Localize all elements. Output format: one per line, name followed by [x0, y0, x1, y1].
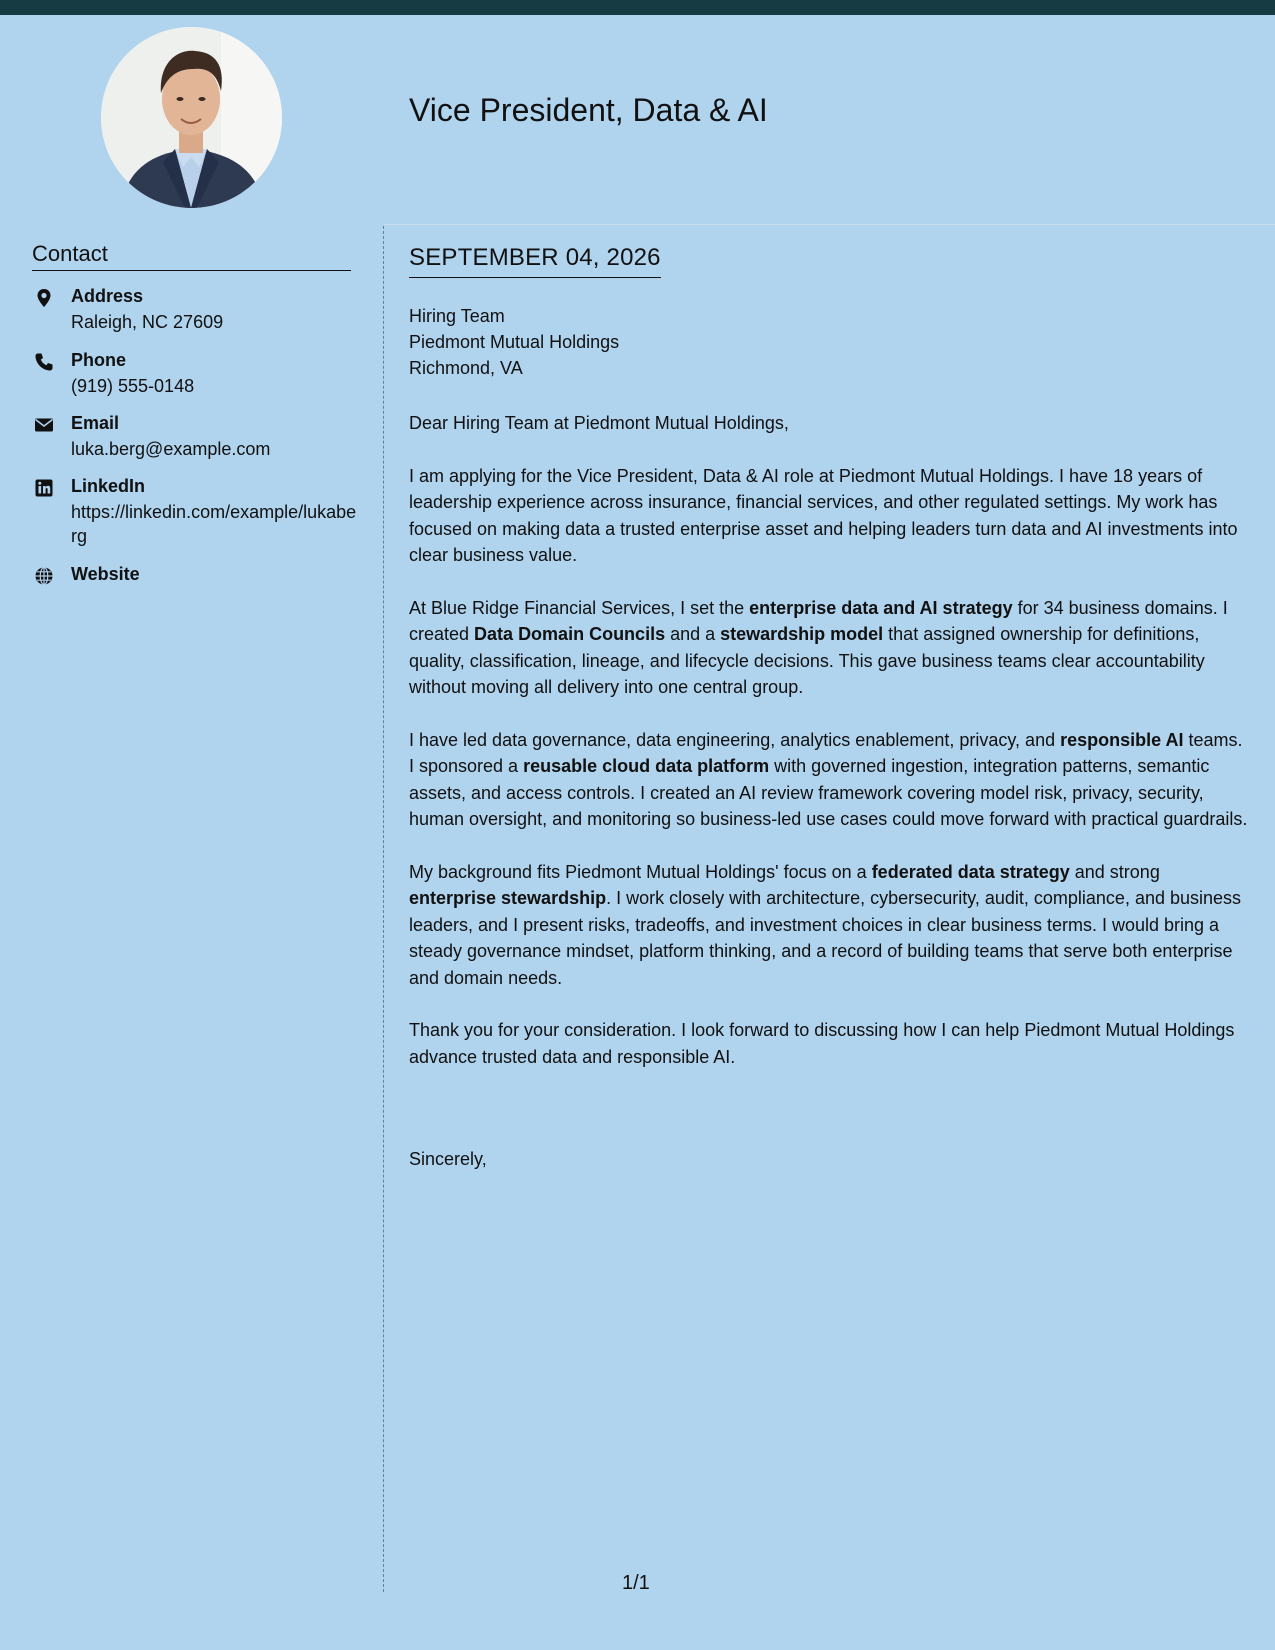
linkedin-icon — [34, 478, 54, 498]
letter-closing: Sincerely, — [409, 1149, 487, 1169]
linkedin-value[interactable]: https://linkedin.com/example/lukaberg — [71, 502, 357, 546]
paragraph-text: Thank you for your consideration. I look forward to discussing how I can help Piedmont Mutual Holdings advance trusted data and responsible AI. — [409, 1020, 1235, 1067]
contact-label[interactable]: Website — [71, 564, 140, 584]
emphasis-text: enterprise data and AI strategy — [749, 597, 1013, 618]
paragraph-text: My background fits Piedmont Mutual Holdings' focus on a — [409, 861, 872, 882]
paragraph-text: for 34 business domains. I created — [409, 597, 1228, 644]
letter-body — [409, 410, 1249, 1096]
letter-paragraph — [409, 859, 1249, 992]
phone-value: (919) 555-0148 — [71, 376, 195, 396]
letter-paragraph — [409, 463, 1249, 569]
emphasis-text: stewardship model — [720, 624, 884, 644]
profile-photo — [101, 27, 282, 208]
job-title: Vice President, Data & AI — [409, 92, 768, 128]
contact-label: Address — [71, 286, 144, 306]
location-pin-icon — [34, 288, 54, 308]
recipient-line: Hiring Team — [409, 306, 505, 326]
emphasis-text: responsible AI — [1060, 729, 1184, 750]
page-number: 1/1 — [622, 1572, 650, 1594]
paragraph-text: I am applying for the Vice President, Data & AI role at Piedmont Mutual Holdings. I have 18 years of leadership experience across insurance, financial services, and other regulated settings. My work has focused on making data a trusted enterprise asset and helping leaders turn data and AI investments into clear business value. — [409, 465, 1238, 565]
paragraph-text: and strong — [1069, 861, 1160, 882]
letter-paragraph — [409, 1017, 1249, 1070]
globe-icon — [34, 566, 54, 586]
profile-photo-illustration — [101, 27, 282, 208]
paragraph-text: that assigned ownership for definitions, quality, classification, lineage, and lifecycle decisions. This gave business teams clear accountability without moving all delivery into one central group. — [409, 624, 1205, 697]
contact-label: Email — [71, 413, 120, 433]
paragraph-text: with governed ingestion, integration patterns, semantic assets, and access controls. I created an AI review framework covering model risk, privacy, security, human oversight, and monitoring so business-led use cases could move forward with practical guardrails. — [409, 756, 1248, 829]
emphasis-text: enterprise stewardship — [409, 888, 607, 908]
column-divider — [383, 226, 384, 1592]
phone-icon — [34, 352, 54, 372]
salutation: Dear Hiring Team at Piedmont Mutual Holdings, — [409, 413, 789, 433]
emphasis-text: Data Domain Councils — [474, 624, 666, 644]
envelope-icon — [34, 415, 54, 435]
emphasis-text: reusable cloud data platform — [523, 756, 770, 776]
paragraph-text: I have led data governance, data engineering, analytics enablement, privacy, and — [409, 729, 1061, 750]
recipient-block — [409, 303, 619, 381]
emphasis-text: federated data strategy — [871, 861, 1070, 882]
contact-label: LinkedIn — [71, 476, 146, 496]
header-divider — [384, 224, 1275, 225]
letter-date: SEPTEMBER 04, 2026 — [409, 244, 661, 278]
top-accent-bar — [0, 0, 1275, 15]
email-value[interactable]: luka.berg@example.com — [71, 439, 271, 459]
paragraph-text: and a — [665, 624, 721, 644]
recipient-line: Richmond, VA — [409, 358, 523, 378]
letter-paragraph — [409, 727, 1249, 833]
contact-heading: Contact — [32, 241, 351, 271]
paragraph-text: teams. I sponsored a — [409, 729, 1243, 776]
recipient-line: Piedmont Mutual Holdings — [409, 332, 620, 352]
address-value: Raleigh, NC 27609 — [71, 312, 224, 332]
paragraph-text: At Blue Ridge Financial Services, I set the — [409, 597, 750, 618]
letter-paragraph — [409, 595, 1249, 701]
paragraph-text: . I work closely with architecture, cybersecurity, audit, compliance, and business leaders, and I present risks, tradeoffs, and investment choices in clear business terms. I would bring a steady governance mindset, platform thinking, and a record of building teams that serve both enterprise and domain needs. — [409, 888, 1242, 988]
contact-label: Phone — [71, 350, 127, 370]
